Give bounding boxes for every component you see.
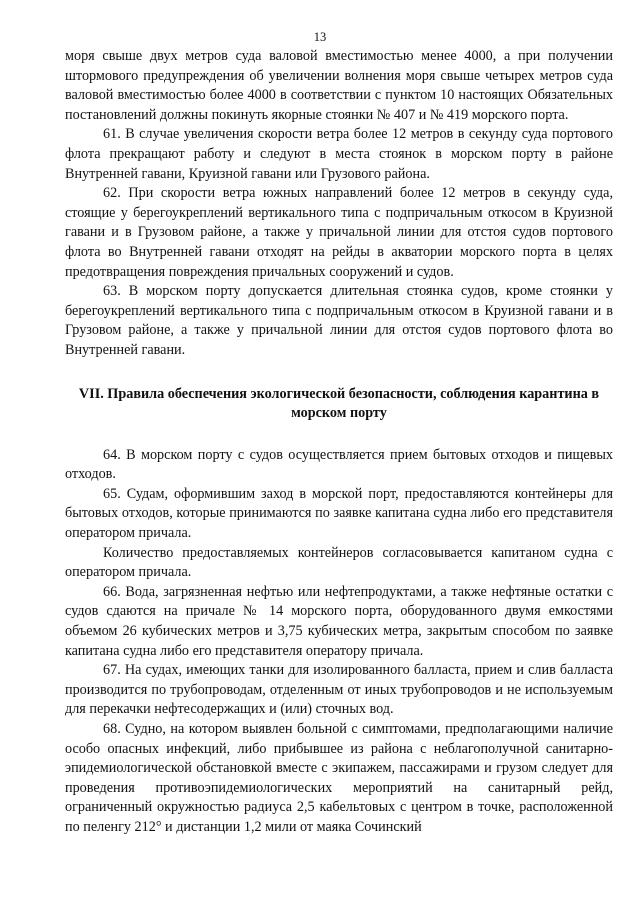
paragraph-61: 61. В случае увеличения скорости ветра более 12 метров в секунду суда портового флота прекращают работу и следуют в места стоянок в морском порту в районе Внутренней гавани, Круизной гавани или Грузового района. [65, 126, 613, 182]
paragraph-65: 65. Судам, оформившим заход в морской порт, предоставляются контейнеры для бытовых отходов, которые принимаются по заявке капитана судна либо его представителя оператором причала. [65, 485, 613, 542]
paragraph-67: 67. На судах, имеющих танки для изолированного балласта, прием и слив балласта производится по трубопроводам, отделенным от иных трубопроводов и не используемым для перекачки нефтесодержащих и (или) сточных вод. [65, 662, 613, 718]
paragraph-63: 63. В морском порту допускается длительная стоянка судов, кроме стоянки у берегоукреплений вертикального типа с подпричальным откосом в Круизной гавани и в Грузовом районе, а также у причальной линии для отстоя судов портового флота во Внутренней гавани. [65, 283, 613, 358]
paragraph-62: 62. При скорости ветра южных направлений более 12 метров в секунду суда, стоящие у берегоукреплений вертикального типа с подпричальным откосом в Круизной гавани и в Грузовом районе, а также у причальной линии для отстоя судов портового флота во Внутренней гавани отходят на рейды в акватории морского порта в целях предотвращения повреждения причальных сооружений и судов. [65, 185, 613, 280]
paragraph-68: 68. Судно, на котором выявлен больной с симптомами, предполагающими наличие особо опасных инфекций, либо прибывшее из района с неблагополучной санитарно-эпидемиологической обстановкой вместе с экипажем, пассажирами и грузом следует для проведения противоэпидемиологических мероприятий на санитарный рейд, ограниченный окружностью радиуса 2,5 кабельтовых с центром в точке, расположенной по пеленгу 212° и дистанции 1,2 мили от маяка Сочинский [65, 721, 613, 835]
paragraph-66: 66. Вода, загрязненная нефтью или нефтепродуктами, а также нефтяные остатки с судов сдаются на причале № 14 морского порта, оборудованного двумя емкостями объемом 26 кубических метров и 3,75 кубических метра, закрытым способом по заявке капитана судна либо его представителя оператору причала. [65, 583, 613, 659]
paragraph-60-continued: моря свыше двух метров суда валовой вместимостью менее 4000, а при получении штормового предупреждения об увеличении волнения моря свыше четырех метров суда валовой вместимостью более 4000 в соответствии с пунктом 10 настоящих Обязательных постановлений должны покинуть якорные стоянки № 407 и № 419 морского порта. [65, 48, 613, 123]
paragraph-65-containers: Количество предоставляемых контейнеров согласовывается капитаном судна с оператором причала. [65, 544, 613, 581]
document-body [65, 47, 613, 838]
section-heading: VII. Правила обеспечения экологической безопасности, соблюдения карантина в морском порту [78, 385, 600, 422]
page-number: 13 [313, 30, 327, 44]
paragraph-64: 64. В морском порту с судов осуществляется прием бытовых отходов и пищевых отходов. [65, 446, 613, 483]
